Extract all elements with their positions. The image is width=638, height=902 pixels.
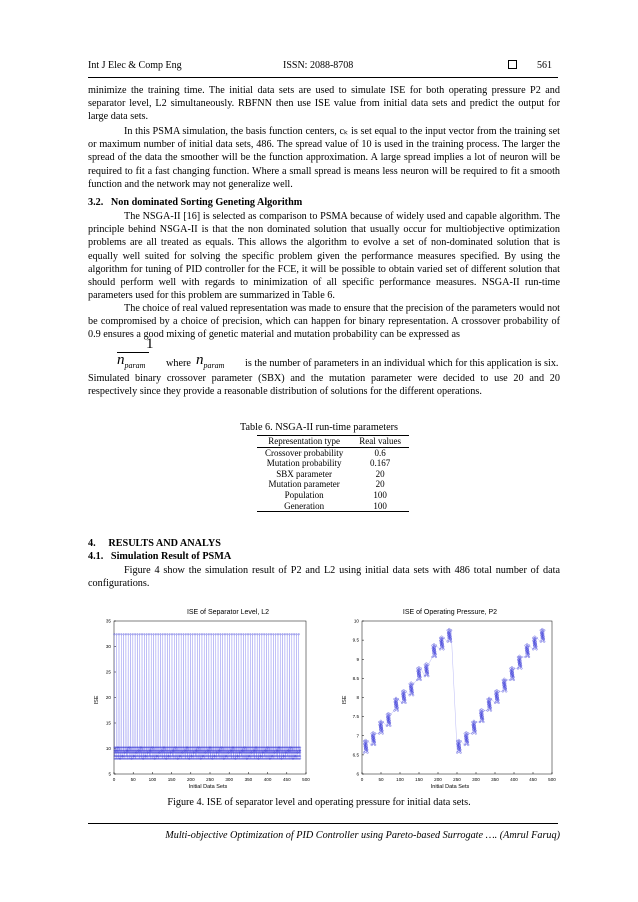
table-cell: 20	[375, 479, 385, 490]
nparam-text: is the number of parameters in an individual which for this application is six.	[245, 358, 559, 369]
chart-title: ISE of Operating Pressure, P2	[402, 609, 498, 616]
x-tick-label: 0	[112, 777, 116, 782]
y-axis-label: ISE	[342, 695, 348, 705]
table-row	[257, 469, 409, 480]
y-tick-label: 10	[353, 618, 359, 624]
y-tick-label: 15	[105, 720, 111, 726]
nparam-symbol: $n_{param}$	[196, 352, 225, 370]
x-tick-label: 400	[263, 777, 272, 782]
section-heading-4-1: 4.1. Simulation Result of PSMA	[88, 551, 232, 562]
section-heading-4: 4. RESULTS AND ANALYS	[88, 538, 221, 549]
x-tick-label: 350	[244, 777, 253, 782]
x-tick-label: 400	[510, 777, 518, 782]
fraction-numerator: 1	[146, 336, 154, 352]
y-tick-label: 25	[105, 669, 111, 675]
where-word: where	[166, 358, 191, 369]
x-tick-label: 450	[529, 777, 537, 782]
table-cell: Mutation parameter	[268, 479, 340, 490]
x-tick-label: 100	[396, 777, 404, 782]
y-tick-label: 7	[356, 733, 359, 739]
footer-text: Multi-objective Optimization of PID Controller using Pareto-based Surrogate …. (Amrul Faruq)	[165, 830, 560, 841]
chart-ise-p2	[338, 604, 560, 792]
x-tick-label: 300	[472, 777, 480, 782]
journal-name: Int J Elec & Comp Eng	[88, 60, 182, 71]
table-header: Representation type	[257, 436, 351, 448]
table-cell: Population	[284, 489, 324, 500]
table-cell: Generation	[257, 501, 351, 512]
table-row	[257, 458, 409, 469]
x-tick-label: 500	[548, 777, 556, 782]
y-tick-label: 30	[105, 644, 111, 650]
table-cell: 100	[373, 489, 387, 500]
chart-ise-l2	[90, 604, 320, 792]
x-axis-label: Initial Data Sets	[188, 784, 228, 790]
table-cell: Crossover probability	[265, 447, 344, 458]
y-tick-label: 7.5	[352, 714, 359, 720]
table-row	[257, 447, 409, 458]
y-tick-label: 35	[105, 618, 111, 624]
paragraph-5: Simulated binary crossover parameter (SBX) and the mutation parameter were decided to use 20 and 20 respectively since they provide a reasonable distribution of solutions for the different operations.	[88, 373, 560, 398]
x-tick-label: 100	[148, 777, 157, 782]
figure-caption: Figure 4. ISE of separator level and operating pressure for initial data sets.	[167, 797, 471, 808]
x-tick-label: 50	[130, 777, 136, 782]
table-cell: 100	[351, 501, 409, 512]
y-axis-label: ISE	[94, 695, 100, 705]
table-cell: 20	[375, 468, 385, 479]
y-tick-label: 6.5	[352, 752, 359, 758]
issn: ISSN: 2088-8708	[283, 60, 354, 71]
paragraph-6: Figure 4 show the simulation result of P2 and L2 using initial data sets with 486 total number of data configurations.	[88, 565, 560, 590]
footer-rule	[88, 823, 558, 824]
x-tick-label: 50	[378, 777, 384, 782]
chart-title: ISE of Separator Level, L2	[186, 609, 270, 616]
y-tick-label: 8	[356, 695, 359, 701]
header-rule	[88, 77, 558, 78]
table-row	[257, 479, 409, 490]
x-tick-label: 250	[453, 777, 461, 782]
y-tick-label: 6	[356, 771, 359, 777]
parameters-table	[257, 435, 409, 512]
table-caption: Table 6. NSGA-II run-time parameters	[240, 422, 398, 433]
fraction-denominator: $n_{param}$	[117, 352, 146, 370]
x-tick-label: 500	[302, 777, 310, 782]
x-tick-label: 150	[415, 777, 423, 782]
y-tick-label: 8.5	[352, 675, 359, 681]
series-line-l2	[114, 634, 300, 758]
table-header-row	[257, 436, 409, 448]
x-tick-label: 0	[360, 777, 364, 782]
y-tick-label: 20	[105, 695, 111, 701]
paragraph-3: The NSGA-II [16] is selected as comparison to PSMA because of widely used and capable algorithm. The principle behind NSGA-II is that the non dominated solution that usually occur for multiobjective optimization problems are all treated as equals. This allows the algorithm to evolve a set of non-dominated solution that is equally well suited for solving the specific problem given the performance measures specified. By using the algorithm for tuning of PID controller for the FCE, it will be possible to obtain varied set of different solution that should perform well with regards to minimization of all specific performance measures. NSGA-II run-time parameters used for this problem are summarized in Table 6.	[88, 211, 560, 302]
x-tick-label: 150	[167, 777, 176, 782]
series-line-p2	[364, 629, 544, 753]
y-tick-label: 10	[105, 746, 111, 752]
x-tick-label: 350	[491, 777, 499, 782]
page-number: 561	[537, 60, 552, 71]
x-axis-label: Initial Data Sets	[430, 784, 470, 790]
x-tick-label: 200	[186, 777, 195, 782]
x-tick-label: 300	[225, 777, 234, 782]
y-tick-label: 5	[108, 771, 111, 777]
table-cell: Mutation probability	[266, 458, 342, 469]
x-tick-label: 250	[206, 777, 214, 782]
paragraph-4: The choice of real valued representation was made to ensure that the precision of the parameters would not be compromised by a choice of precision, which can happen for binary representation. A crossover probability of 0.9 ensures a good mixing of genetic material and mutation probability can be expressed as	[88, 303, 560, 341]
checkbox-icon	[508, 60, 517, 69]
x-tick-label: 450	[282, 777, 291, 782]
paragraph-1: minimize the training time. The initial data sets are used to simulate ISE for both operating pressure P2 and separator level, L2 simultaneously. RBFNN then use ISE value from initial data sets and predict the output for large data sets.	[88, 85, 560, 123]
page-number-block	[508, 60, 552, 71]
x-tick-label: 200	[434, 777, 442, 782]
table-row	[257, 490, 409, 501]
table-header: Real values	[351, 436, 409, 448]
table-cell: 0.167	[370, 458, 391, 469]
table-row	[257, 501, 409, 512]
paragraph-2: In this PSMA simulation, the basis function centers, cₖ is set equal to the input vector from the training set or maximum number of initial data sets, 486. The spread value of 10 is used in the training process. The larger the spread of the data the smoother will be the function approximation. A large spread implies a lot of neuron will be required to fit a fast changing function. Where a small spread is means less neuron will be required to fit a smooth function and the network may not generalize well.	[88, 126, 560, 190]
table-cell: 0.6	[374, 447, 386, 458]
y-tick-label: 9	[356, 656, 359, 662]
table-cell: SBX parameter	[276, 468, 332, 479]
y-tick-label: 9.5	[352, 637, 359, 643]
section-heading-3-2: 3.2. Non dominated Sorting Geneting Algorithm	[88, 197, 303, 208]
